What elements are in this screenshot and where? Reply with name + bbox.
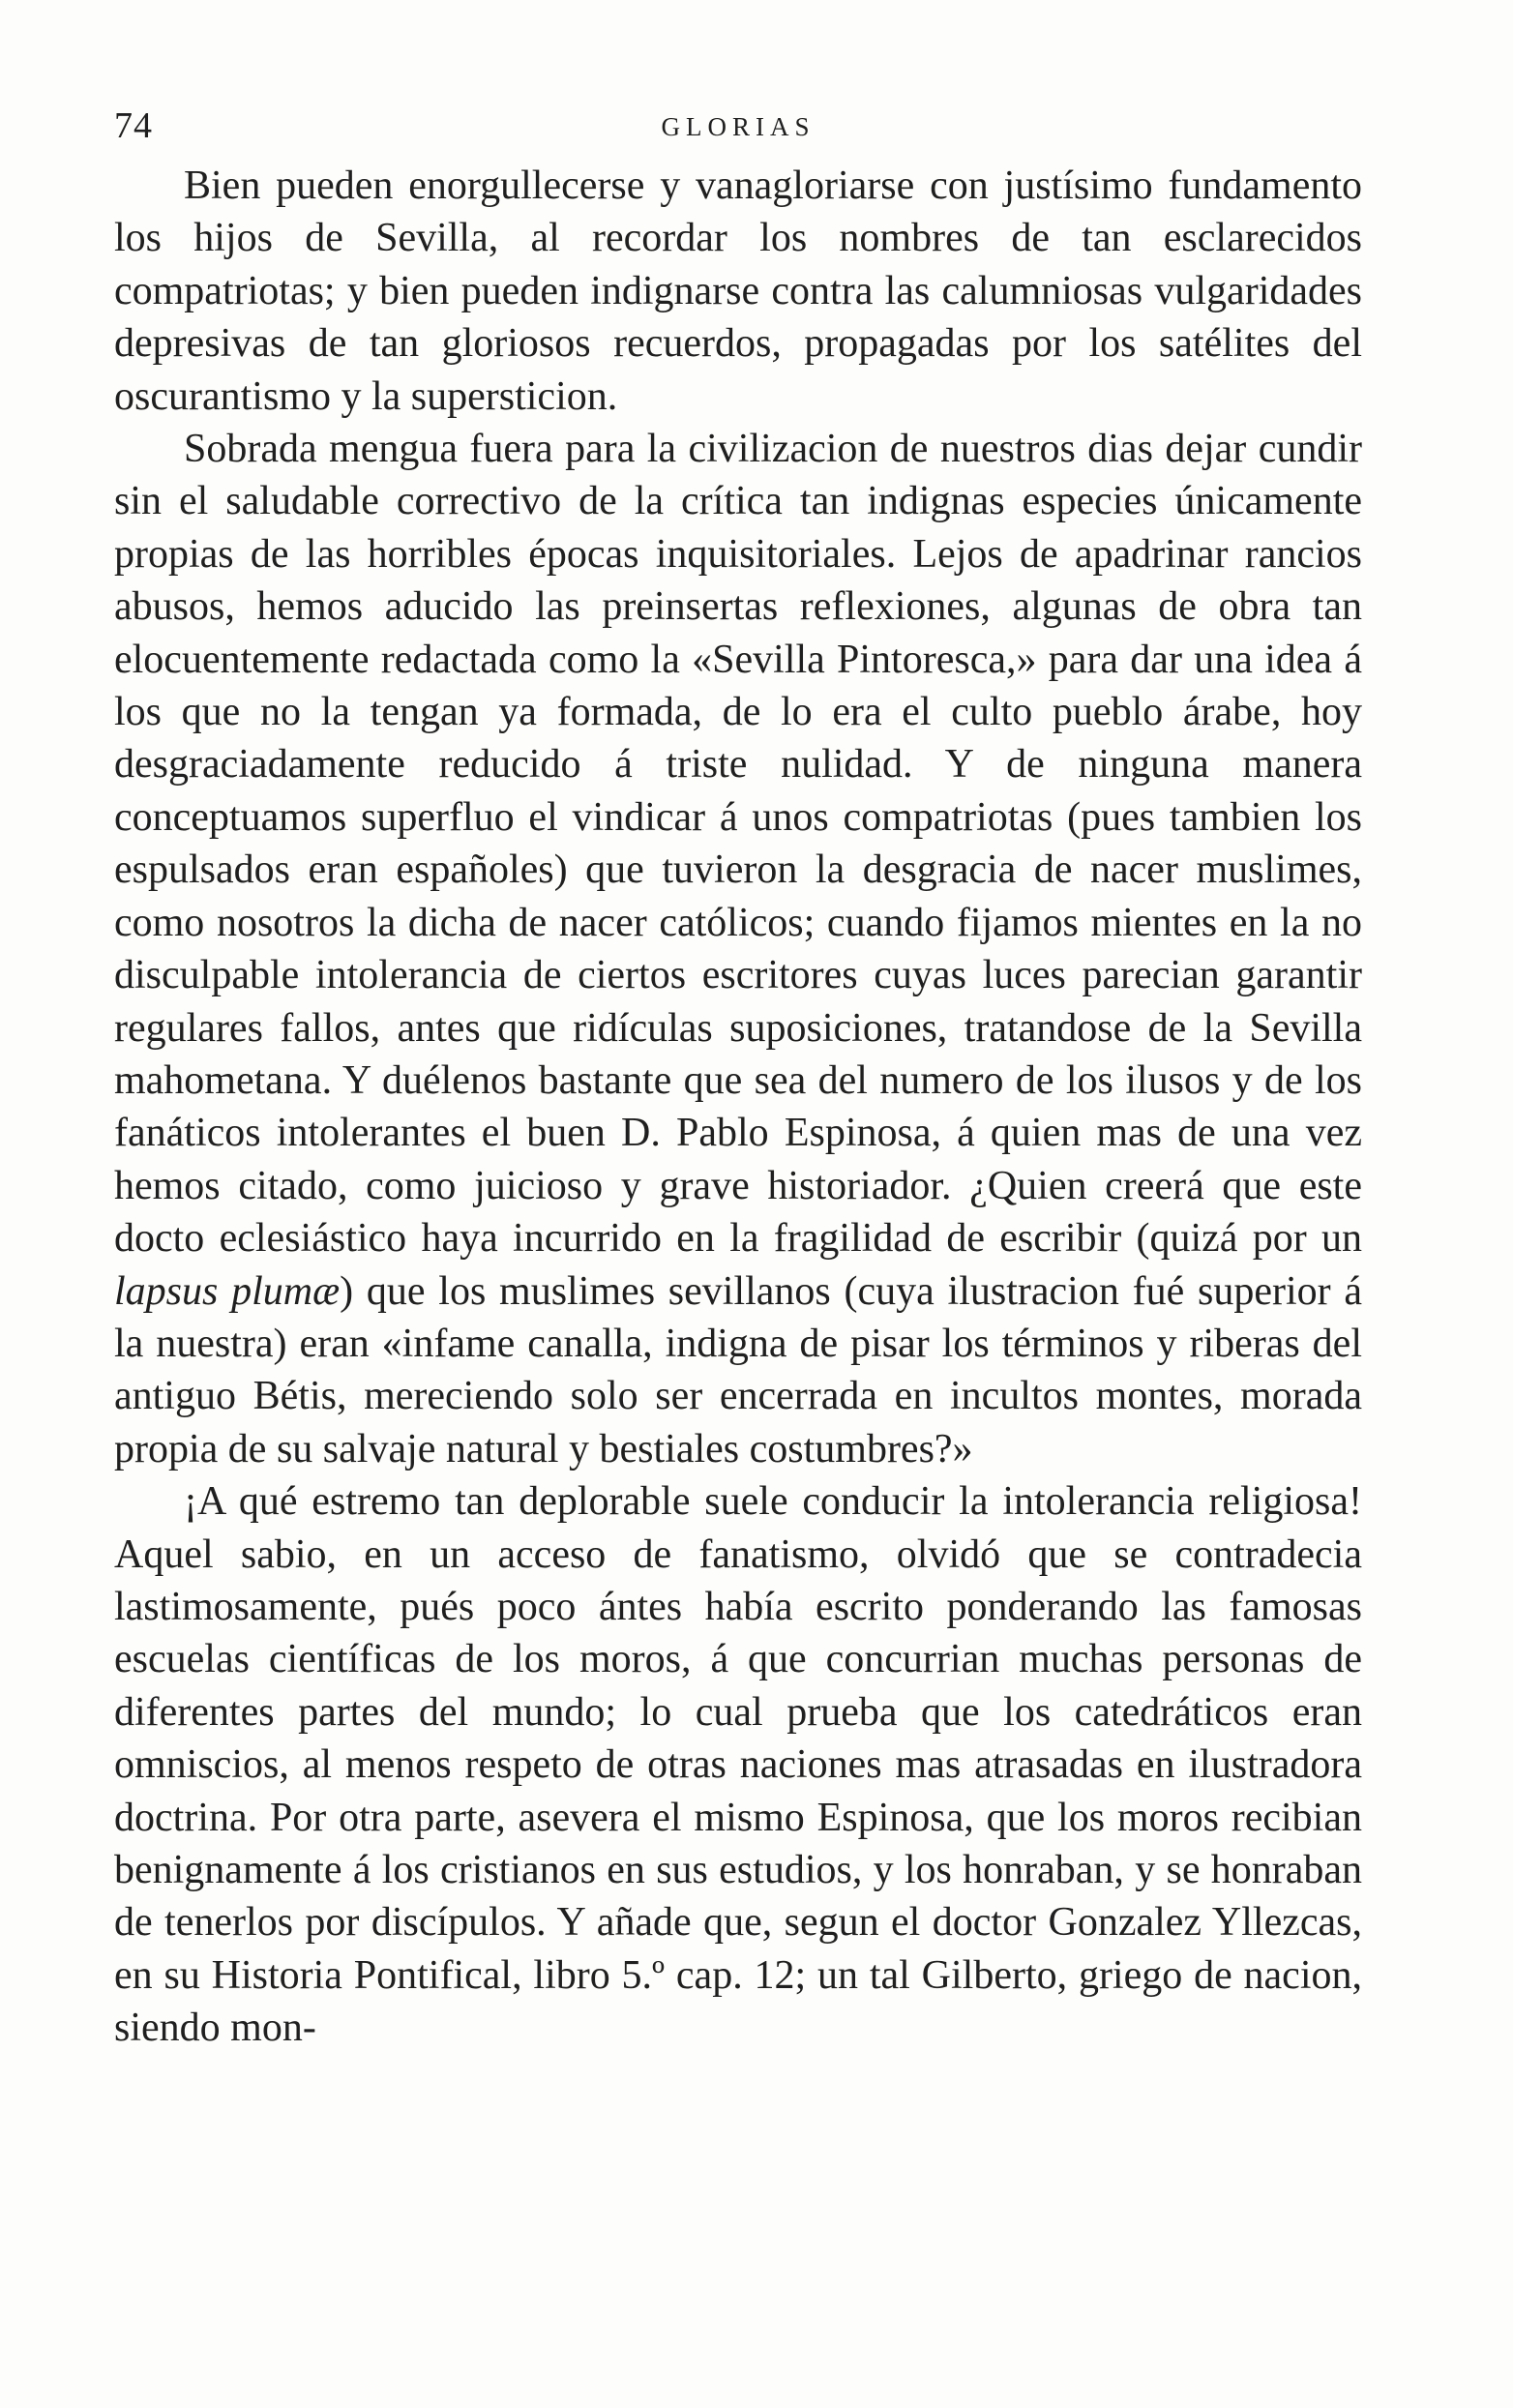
- paragraph-3: ¡A qué estremo tan deplorable suele conducir la intolerancia religiosa! Aquel sabio, en un acceso de fanatismo, olvidó que se contradecia lastimosamente, pués poco ántes había escrito ponderando las famosas escuelas científicas de los moros, á que concurrian muchas personas de diferentes partes del mundo; lo cual prueba que los catedráticos eran omniscios, al menos respeto de otras naciones mas atrasadas en ilustradora doctrina. Por otra parte, asevera el mismo Espinosa, que los moros recibian benignamente á los cristianos en sus estudios, y los honraban, y se honraban de tenerlos por discípulos. Y añade que, segun el doctor Gonzalez Yllezcas, en su Historia Pontifical, libro 5.º cap. 12; un tal Gilberto, griego de nacion, siendo mon-: [114, 1479, 1362, 2051]
- body-text: [114, 160, 1362, 2055]
- running-head: GLORIAS: [661, 112, 816, 141]
- paragraph-1: Bien pueden enorgullecerse y vanagloriarse con justísimo fundamento los hijos de Sevilla, al recordar los nombres de tan esclarecidos compatriotas; y bien pueden indignarse contra las calumniosas vulgaridades depresivas de tan gloriosos recuerdos, propagadas por los satélites del oscurantismo y la supersticion.: [114, 164, 1362, 419]
- page-number: 74: [114, 105, 153, 146]
- page-header: [114, 104, 1362, 147]
- paragraph-2-text-b: ) que los muslimes sevillanos (cuya ilustracion fué superior á la nuestra) eran «infame canalla, indigna de pisar los términos y riberas del antiguo Bétis, mereciendo solo ser encerrada en incultos montes, morada propia de su salvaje natural y bestiales costumbres?»: [114, 1268, 1363, 1472]
- latin-phrase: lapsus plumæ: [114, 1268, 341, 1314]
- paragraph-2-text-a: Sobrada mengua fuera para la civilizacion de nuestros dias dejar cundir sin el saludable correctivo de la crítica tan indignas especies únicamente propias de las horribles épocas inquisitoriales. Lejos de apadrinar rancios abusos, hemos aducido las preinsertas reflexiones, algunas de obra tan elocuentemente redactada como la «Sevilla Pintoresca,» para dar una idea á los que no la tengan ya formada, de lo era el culto pueblo árabe, hoy desgraciadamente reducido á triste nulidad. Y de ninguna manera conceptuamos superfluo el vindicar á unos compatriotas (pues tambien los espulsados eran españoles) que tuvieron la desgracia de nacer muslimes, como nosotros la dicha de nacer católicos; cuando fijamos mientes en la no disculpable intolerancia de ciertos escritores cuyas luces parecian garantir regulares fallos, antes que ridículas suposiciones, tratandose de la Sevilla mahometana. Y duélenos bastante que sea del numero de los ilusos y de los fanáticos intolerantes el buen D. Pablo Espinosa, á quien mas de una vez hemos citado, como juicioso y grave historiador. ¿Quien creerá que este docto eclesiástico haya incurrido en la fragilidad de escribir (quizá por un: [114, 427, 1362, 1262]
- paragraph-2: [114, 423, 1362, 1475]
